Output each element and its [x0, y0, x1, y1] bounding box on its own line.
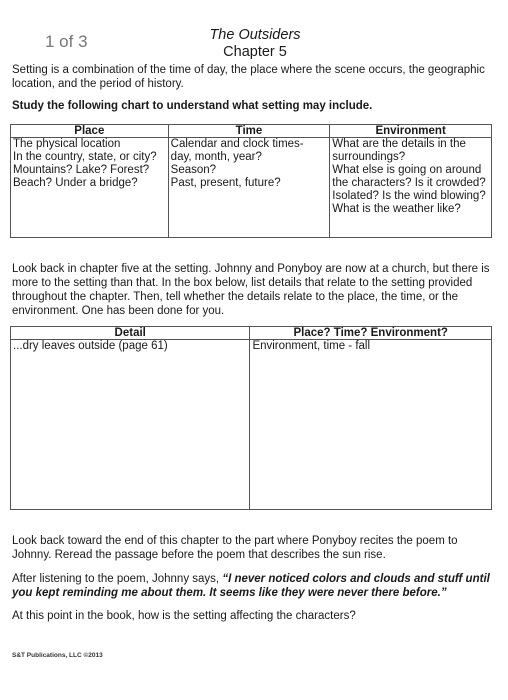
chapter-title: Chapter 5: [223, 44, 287, 60]
detail-table-body-row: [11, 340, 492, 510]
quote-text: “I never noticed colors and clouds and stuff until you kept reminding me about them. It seems like they were never there before.”: [12, 573, 490, 599]
detail-table: [10, 326, 492, 510]
place-cell: The physical location In the country, state, or city? Mountains? Lake? Forest? Beach? Under a bridge?: [11, 138, 169, 238]
time-cell: Calendar and clock times- day, month, year? Season? Past, present, future?: [168, 138, 330, 238]
page-indicator: 1 of 3: [45, 32, 88, 51]
look-back-instruction: Look back in chapter five at the setting. Johnny and Ponyboy are now at a church, but there is more to the setting than that. In the box below, list details that relate to the setting provided throughout the chapter. Then, tell whether the details relate to the place, the time, or the environment. One has been done for you.: [12, 263, 490, 317]
footer-copyright: S&T Publications, LLC ©2013: [12, 652, 103, 659]
page-title: [150, 27, 360, 61]
header-place: Place: [11, 125, 169, 138]
header-time: Time: [168, 125, 330, 138]
intro-paragraph: Setting is a combination of the time of day, the place where the scene occurs, the geographic location, and the period of history.: [12, 64, 485, 90]
header-detail: Detail: [11, 327, 250, 340]
poem-instruction: Look back toward the end of this chapter to the part where Ponyboy recites the poem to Johnny. Reread the passage before the poem that describes the sun rise.: [12, 535, 458, 561]
book-title: The Outsiders: [209, 27, 301, 43]
setting-question: At this point in the book, how is the setting affecting the characters?: [12, 610, 356, 622]
environment-cell: What are the details in the surroundings? What else is going on around the characters? Is it crowded? Isolated? Is the wind blowing? What is the weather like?: [330, 138, 492, 238]
detail-table-header-row: [11, 327, 492, 340]
header-category: Place? Time? Environment?: [250, 327, 492, 340]
header-environment: Environment: [330, 125, 492, 138]
quote-paragraph: [12, 572, 492, 600]
study-instruction: Study the following chart to understand what setting may include.: [12, 100, 373, 112]
quote-intro: After listening to the poem, Johnny says,: [12, 573, 223, 585]
setting-chart-body-row: [11, 138, 492, 238]
detail-cell[interactable]: ...dry leaves outside (page 61): [11, 340, 250, 510]
setting-chart-header-row: [11, 125, 492, 138]
setting-chart: [10, 124, 492, 238]
category-cell[interactable]: Environment, time - fall: [250, 340, 492, 510]
